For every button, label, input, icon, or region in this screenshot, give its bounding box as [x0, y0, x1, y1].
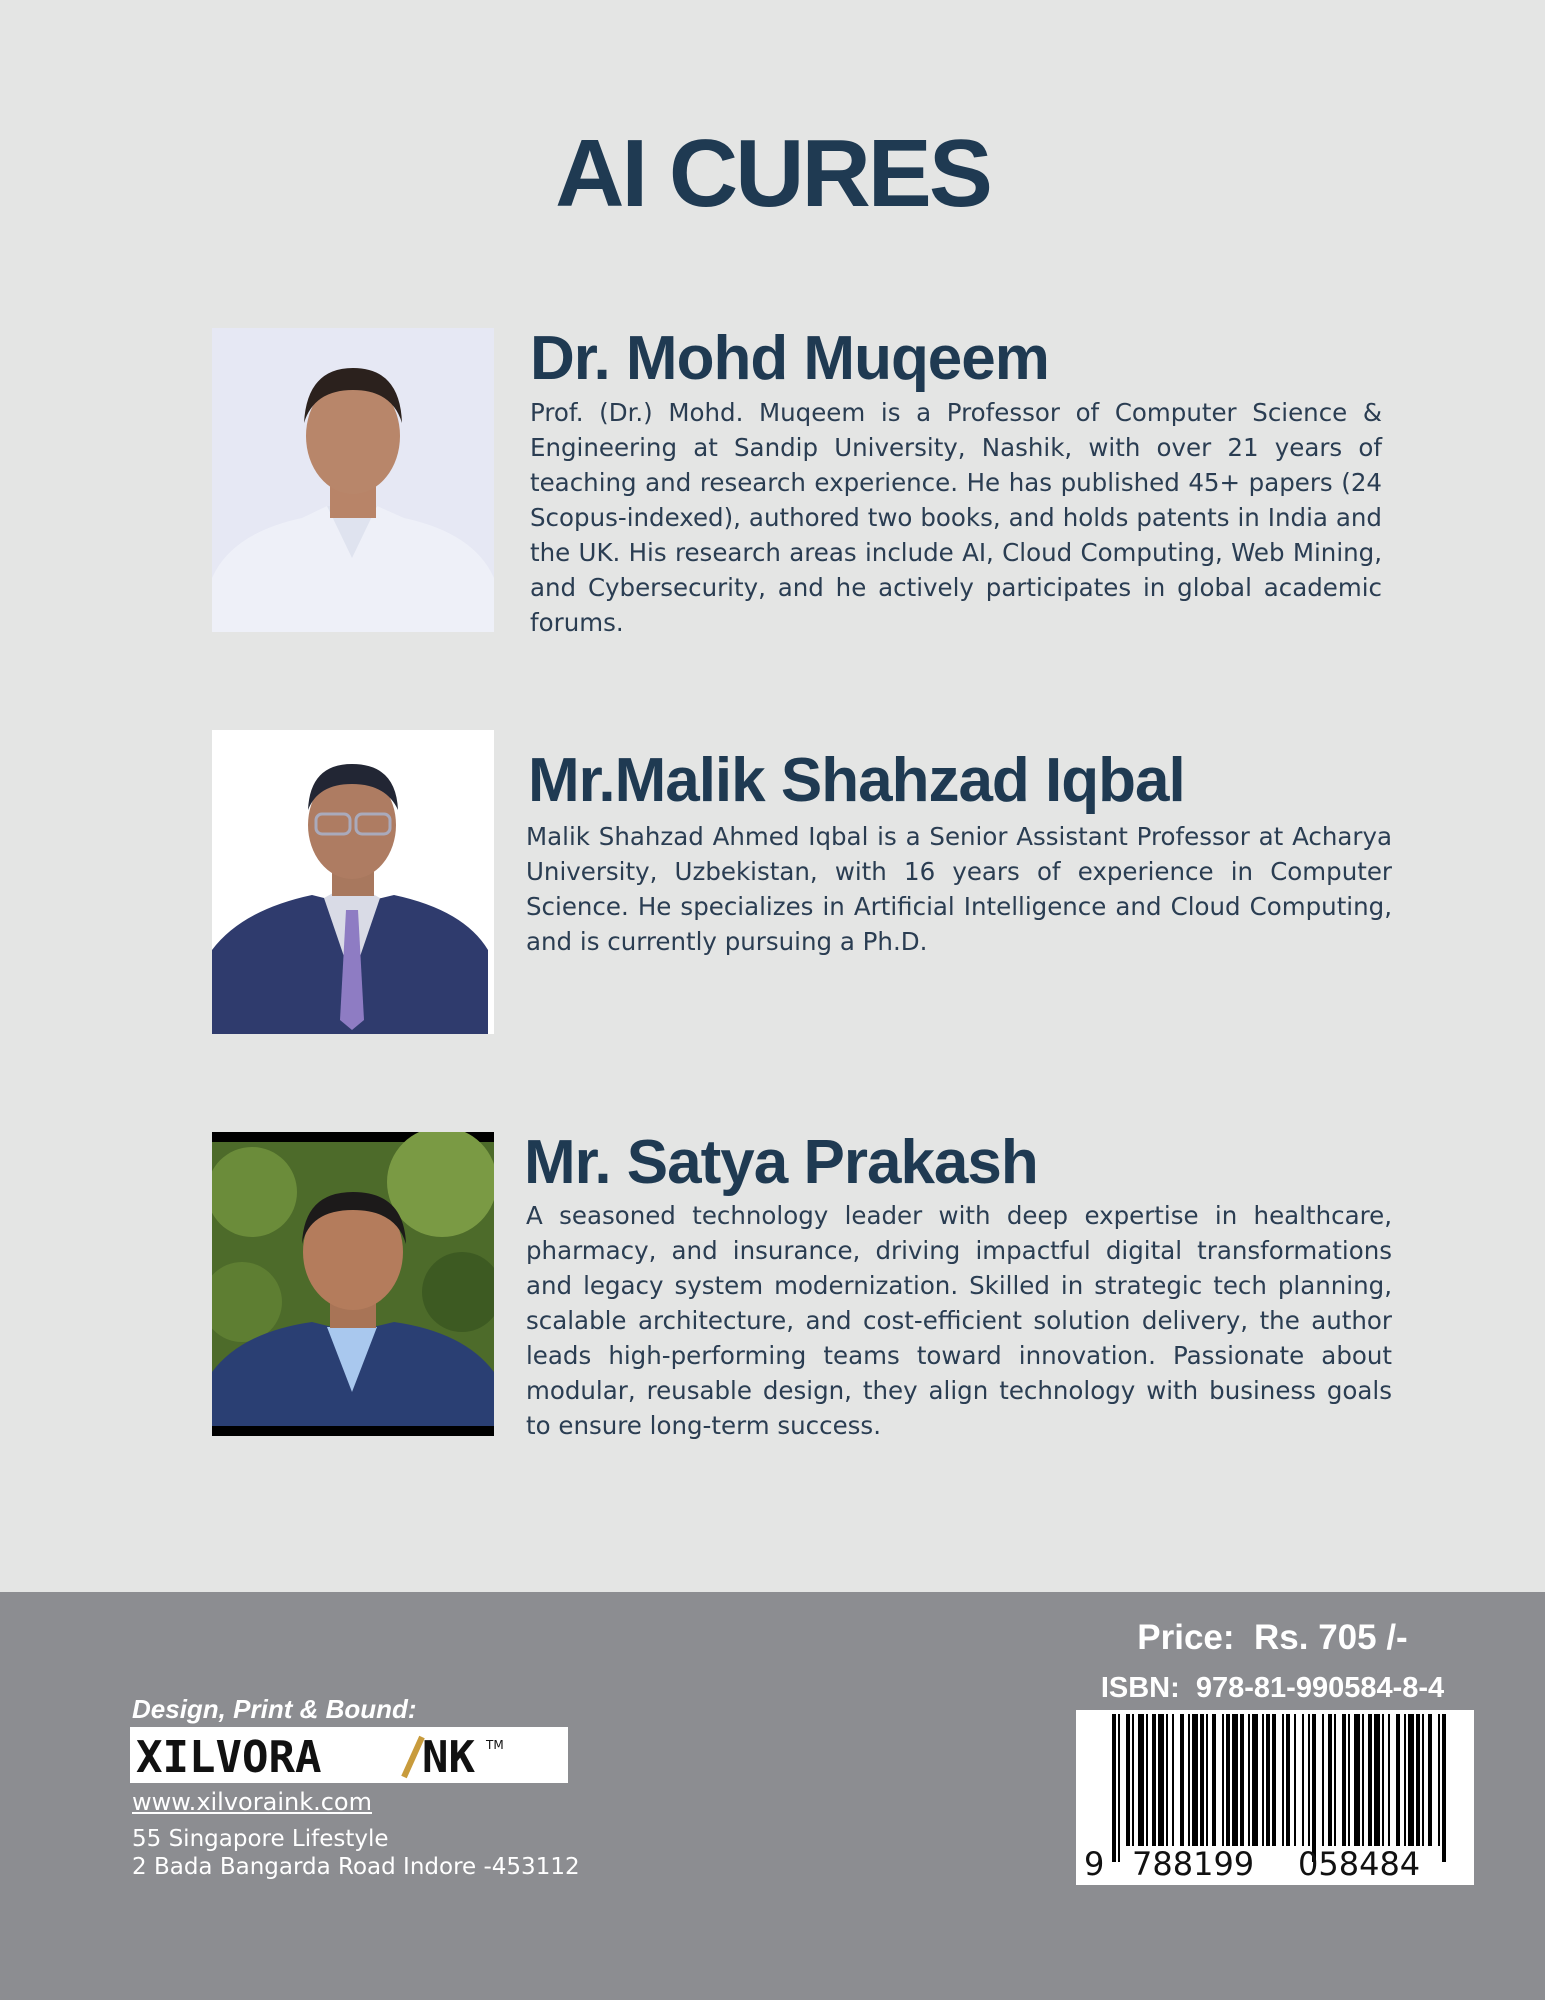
isbn-barcode	[1076, 1710, 1474, 1885]
barcode-bar	[1132, 1714, 1134, 1846]
barcode-bar	[1262, 1714, 1264, 1846]
barcode-bar	[1232, 1714, 1238, 1846]
address-line: 55 Singapore Lifestyle	[132, 1826, 389, 1852]
barcode-bar	[1382, 1714, 1384, 1846]
svg-text:XILVORA: XILVORA	[136, 1732, 322, 1783]
svg-text:NK: NK	[422, 1732, 475, 1783]
barcode-bar	[1368, 1714, 1372, 1846]
svg-text:TM: TM	[486, 1738, 504, 1752]
barcode-bar	[1348, 1714, 1350, 1846]
author-name: Mr.Malik Shahzad Iqbal	[528, 746, 1185, 815]
barcode-bar	[1188, 1714, 1190, 1846]
publisher-label: Design, Print & Bound:	[132, 1694, 417, 1724]
barcode-bar	[1374, 1714, 1380, 1846]
barcode-icon	[1076, 1710, 1474, 1885]
barcode-bar	[1396, 1714, 1400, 1846]
barcode-bar	[1138, 1714, 1144, 1846]
barcode-bar	[1312, 1714, 1316, 1862]
barcode-bar	[1212, 1714, 1216, 1846]
publisher-address	[132, 1825, 580, 1881]
barcode-bar	[1286, 1714, 1290, 1846]
barcode-bar	[1416, 1714, 1420, 1846]
barcode-bar	[1118, 1714, 1120, 1862]
author-card	[212, 1128, 1392, 1452]
author-photo-image	[212, 328, 494, 632]
author-photo	[212, 328, 494, 632]
barcode-bar	[1226, 1714, 1230, 1846]
author-card	[212, 324, 1392, 648]
barcode-bar	[1334, 1714, 1336, 1846]
author-photo	[212, 730, 494, 1034]
author-photo	[212, 1132, 494, 1436]
barcode-bar	[1302, 1714, 1304, 1846]
xilvora-logo-icon	[130, 1727, 568, 1783]
barcode-bar	[1388, 1714, 1390, 1846]
barcode-bar	[1112, 1714, 1116, 1862]
barcode-bar	[1308, 1714, 1310, 1846]
barcode-bar	[1328, 1714, 1332, 1846]
author-bio: Malik Shahzad Ahmed Iqbal is a Senior Assistant Professor at Acharya University, Uzbekistan, with 16 years of experience in Computer Science. He specializes in Artificial Intelligence and Cloud Computing, and is currently pursuing a Ph.D.	[526, 822, 1392, 956]
barcode-bar	[1322, 1714, 1324, 1846]
barcode-bar	[1342, 1714, 1346, 1846]
barcode-bar	[1282, 1714, 1284, 1846]
barcode-bar	[1180, 1714, 1184, 1846]
barcode-bar	[1294, 1714, 1296, 1846]
barcode-bar	[1422, 1714, 1424, 1846]
barcode-bar	[1362, 1714, 1364, 1846]
barcode-bar	[1408, 1714, 1414, 1846]
barcode-bar	[1206, 1714, 1208, 1846]
barcode-bar	[1172, 1714, 1174, 1846]
barcode-digits-left: 788199	[1132, 1845, 1255, 1883]
barcode-bar	[1354, 1714, 1360, 1846]
barcode-bar	[1146, 1714, 1148, 1846]
barcode-bar	[1152, 1714, 1156, 1846]
barcode-bar	[1428, 1714, 1432, 1846]
barcode-bar	[1192, 1714, 1198, 1846]
barcode-bar	[1438, 1714, 1440, 1846]
author-name: Mr. Satya Prakash	[524, 1128, 1038, 1197]
barcode-bar	[1222, 1714, 1224, 1846]
barcode-digits-right: 058484	[1298, 1845, 1421, 1883]
barcode-lead-digit: 9	[1084, 1845, 1105, 1883]
author-bio: A seasoned technology leader with deep expertise in healthcare, pharmacy, and insurance, driving impactful digital transformations and legacy system modernization. Skilled in strategic tech planning, scalable architecture, and cost-efficient solution delivery, the author leads high-performing teams toward innovation. Passionate about modular, reusable design, they align technology with business goals to ensure long-term success.	[526, 1201, 1392, 1440]
barcode-bar	[1126, 1714, 1130, 1846]
barcode-bar	[1158, 1714, 1164, 1846]
author-photo-image	[212, 730, 494, 1034]
isbn: ISBN: 978-81-990584-8-4	[1100, 1672, 1445, 1704]
barcode-bar	[1266, 1714, 1270, 1846]
author-name: Dr. Mohd Muqeem	[530, 324, 1049, 393]
address-line: 2 Bada Bangarda Road Indore -453112	[132, 1854, 580, 1880]
author-card	[212, 730, 1392, 1040]
barcode-bar	[1252, 1714, 1258, 1846]
price: Price: Rs. 705 /-	[1137, 1618, 1408, 1657]
publisher-logo	[130, 1727, 568, 1783]
back-cover-footer	[0, 1592, 1545, 2000]
barcode-bar	[1240, 1714, 1244, 1846]
barcode-bar	[1442, 1714, 1446, 1862]
barcode-bar	[1248, 1714, 1250, 1846]
barcode-bar	[1200, 1714, 1204, 1846]
author-bio: Prof. (Dr.) Mohd. Muqeem is a Professor of Computer Science & Engineering at Sandip University, Nashik, with over 21 years of teaching and research experience. He has published 45+ papers (24 Scopus-indexed), authored two books, and holds patents in India and the UK. His research areas include AI, Cloud Computing, Web Mining, and Cybersecurity, and he actively participates in global academic forums.	[530, 398, 1382, 637]
publisher-website-link[interactable]: www.xilvoraink.com	[132, 1788, 372, 1816]
book-title: AI CURES	[555, 120, 990, 227]
barcode-bar	[1404, 1714, 1406, 1846]
author-photo-image	[212, 1132, 494, 1436]
barcode-bar	[1166, 1714, 1168, 1846]
barcode-bar	[1272, 1714, 1276, 1846]
